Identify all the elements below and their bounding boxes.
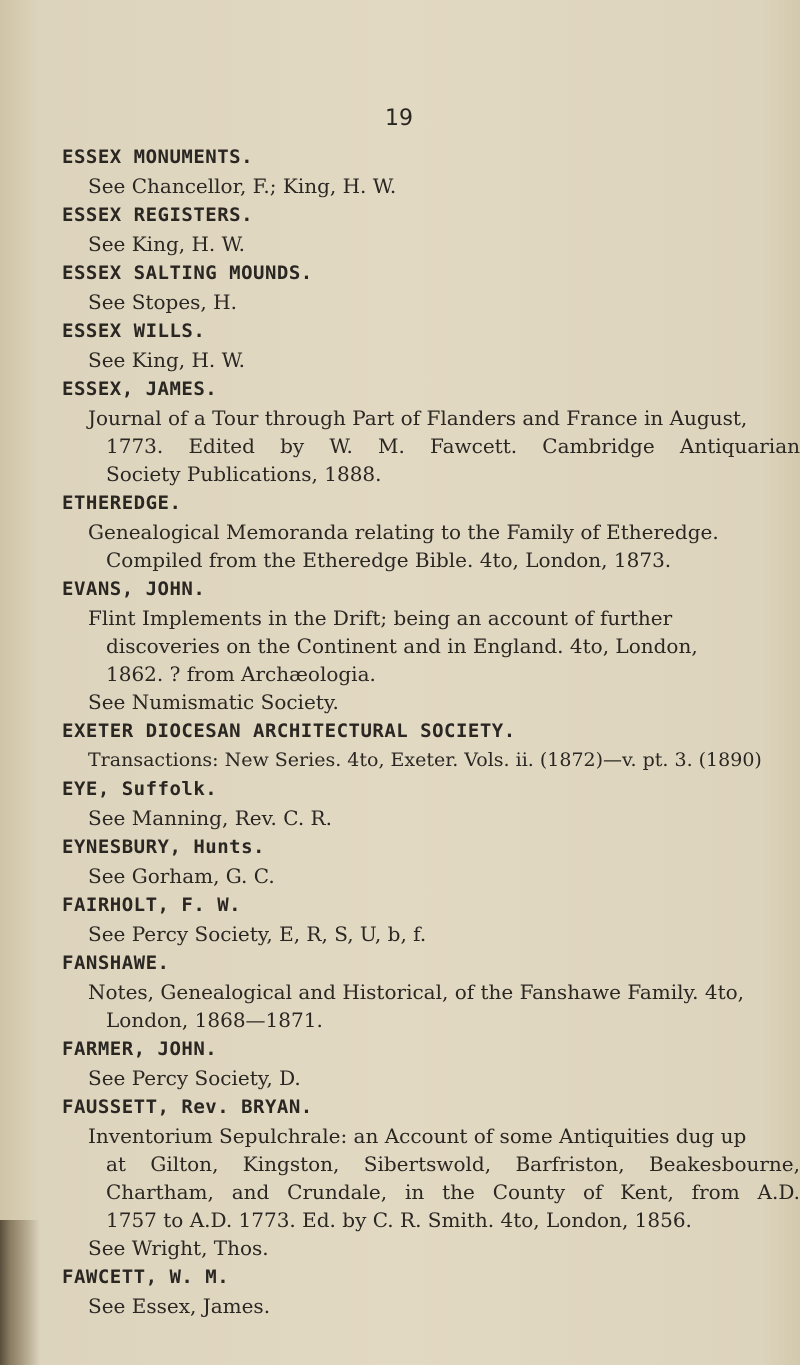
binding-shadow [0, 1220, 40, 1365]
entry-line: 1773. Edited by W. M. Fawcett. Cambridge Antiquarian [106, 434, 800, 458]
page-number: 19 [385, 106, 413, 131]
entry-line: See Gorham, G. C. [88, 864, 275, 888]
entry-line: Chartham, and Crundale, in the County of Kent, from A.D. [106, 1180, 800, 1204]
entry-line: Journal of a Tour through Part of Flanders and France in August, [88, 406, 748, 430]
entry-line: Transactions: New Series. 4to, Exeter. Vols. ii. (1872)—v. pt. 3. (1890) [88, 749, 762, 771]
entry-line: 1757 to A.D. 1773. Ed. by C. R. Smith. 4to, London, 1856. [106, 1208, 692, 1232]
entry-line: See Numismatic Society. [88, 690, 339, 714]
entry-heading: ESSEX REGISTERS. [62, 204, 254, 226]
index-entry [62, 258, 782, 316]
index-entry [62, 948, 782, 1034]
entry-heading: FAIRHOLT, F. W. [62, 894, 242, 916]
entry-heading: EYE, Suffolk. [62, 778, 218, 800]
index-entry [62, 374, 800, 488]
entry-heading: ESSEX MONUMENTS. [62, 146, 254, 168]
entry-line: Notes, Genealogical and Historical, of the Fanshawe Family. 4to, [88, 980, 745, 1004]
index-entry [62, 832, 782, 890]
entry-line: See Wright, Thos. [88, 1236, 269, 1260]
entry-line: See King, H. W. [88, 348, 246, 372]
index-entry [62, 1034, 782, 1092]
entry-heading: EYNESBURY, Hunts. [62, 836, 265, 858]
entry-heading: ETHEREDGE. [62, 492, 182, 514]
index-entry [62, 316, 782, 374]
entry-line: Genealogical Memoranda relating to the Family of Etheredge. [88, 520, 719, 544]
index-entry [62, 200, 782, 258]
entry-line: See Percy Society, E, R, S, U, b, f. [88, 922, 427, 946]
entry-heading: FARMER, JOHN. [62, 1038, 218, 1060]
entry-heading: EVANS, JOHN. [62, 578, 206, 600]
entry-line: See Percy Society, D. [88, 1066, 301, 1090]
index-entry [62, 1092, 800, 1262]
entry-line: See Manning, Rev. C. R. [88, 806, 332, 830]
entry-heading: ESSEX, JAMES. [62, 378, 218, 400]
entry-heading: FANSHAWE. [62, 952, 170, 974]
entry-line: Compiled from the Etheredge Bible. 4to, London, 1873. [106, 548, 672, 572]
entry-line: Inventorium Sepulchrale: an Account of some Antiquities dug up [88, 1124, 747, 1148]
entry-heading: ESSEX WILLS. [62, 320, 206, 342]
entry-line: at Gilton, Kingston, Sibertswold, Barfriston, Beakesbourne, [106, 1152, 800, 1176]
index-entry [62, 716, 782, 774]
index-entry [62, 774, 782, 832]
index-entry [62, 1262, 782, 1320]
entry-line: See Essex, James. [88, 1294, 271, 1318]
index-entry [62, 142, 782, 200]
entry-line: See King, H. W. [88, 232, 246, 256]
entry-line: See Stopes, H. [88, 290, 237, 314]
entry-heading: FAUSSETT, Rev. BRYAN. [62, 1096, 313, 1118]
index-entry [62, 488, 782, 574]
index-entries [62, 142, 800, 1320]
index-entry [62, 574, 782, 716]
entry-line: discoveries on the Continent and in England. 4to, London, [106, 634, 698, 658]
entry-line: See Chancellor, F.; King, H. W. [88, 174, 397, 198]
entry-line: Society Publications, 1888. [106, 462, 382, 486]
entry-line: Flint Implements in the Drift; being an account of further [88, 606, 673, 630]
index-entry [62, 890, 782, 948]
entry-line: London, 1868—1871. [106, 1008, 323, 1032]
entry-heading: FAWCETT, W. M. [62, 1266, 230, 1288]
entry-line: 1862. ? from Archæologia. [106, 662, 376, 686]
entry-heading: ESSEX SALTING MOUNDS. [62, 262, 313, 284]
entry-heading: EXETER DIOCESAN ARCHITECTURAL SOCIETY. [62, 720, 516, 742]
